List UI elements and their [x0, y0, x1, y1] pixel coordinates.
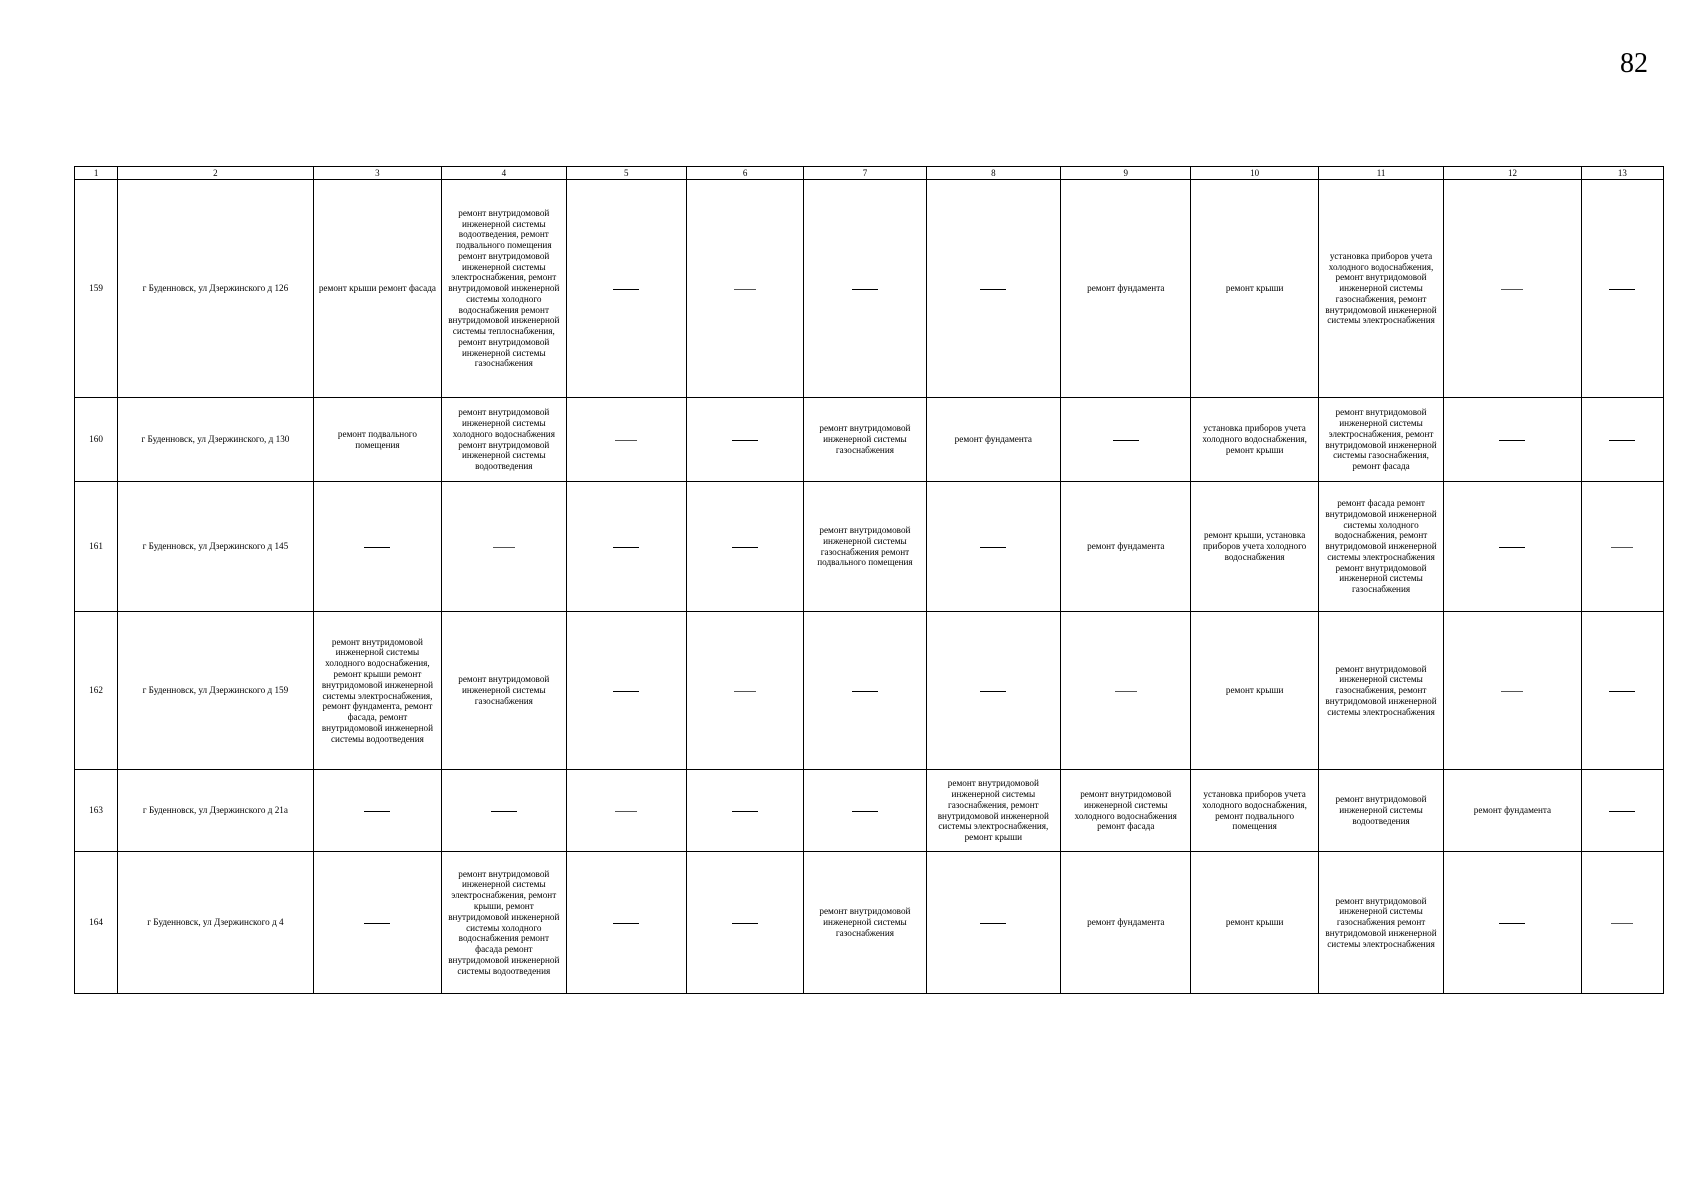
empty-cell-col-7	[804, 180, 926, 398]
dash-mark	[852, 811, 878, 812]
empty-cell-col-13	[1581, 482, 1663, 612]
empty-cell-col-13	[1581, 612, 1663, 770]
table-row	[75, 770, 1664, 852]
dash-mark	[1501, 691, 1523, 692]
empty-cell-col-13	[1581, 770, 1663, 852]
work-cell-col-10: ремонт крыши	[1191, 612, 1318, 770]
work-cell-col-11: ремонт внутридомовой инженерной системы газоснабжения ремонт внутридомовой инженерной системы электроснабжения	[1318, 852, 1443, 994]
address-cell: г Буденновск, ул Дзержинского д 21а	[118, 770, 314, 852]
dash-mark	[491, 811, 517, 812]
dash-mark	[980, 289, 1006, 290]
dash-mark	[734, 289, 756, 290]
table-row	[75, 482, 1664, 612]
row-number: 164	[75, 852, 118, 994]
empty-cell-col-5	[566, 612, 686, 770]
column-number-10: 10	[1191, 167, 1318, 180]
work-cell-col-11: ремонт фасада ремонт внутридомовой инженерной системы холодного водоснабжения, ремонт внутридомовой инженерной системы электроснабжения ремонт внутридомовой инженерной системы газоснабжения	[1318, 482, 1443, 612]
address-cell: г Буденновск, ул Дзержинского д 145	[118, 482, 314, 612]
address-cell: г Буденновск, ул Дзержинского, д 130	[118, 398, 314, 482]
work-cell-col-3: ремонт подвального помещения	[313, 398, 441, 482]
row-number: 162	[75, 612, 118, 770]
work-cell-col-10: ремонт крыши	[1191, 852, 1318, 994]
empty-cell-col-4	[442, 482, 566, 612]
table-row	[75, 398, 1664, 482]
dash-mark	[1499, 923, 1525, 924]
work-cell-col-11: установка приборов учета холодного водоснабжения, ремонт внутридомовой инженерной системы газоснабжения, ремонт внутридомовой инженерной системы электроснабжения	[1318, 180, 1443, 398]
work-cell-col-7: ремонт внутридомовой инженерной системы газоснабжения ремонт подвального помещения	[804, 482, 926, 612]
column-number-5: 5	[566, 167, 686, 180]
empty-cell-col-3	[313, 852, 441, 994]
work-cell-col-4: ремонт внутридомовой инженерной системы электроснабжения, ремонт крыши, ремонт внутридомовой инженерной системы холодного водоснабжения ремонт фасада ремонт внутридомовой инженерной системы водоотведения	[442, 852, 566, 994]
empty-cell-col-13	[1581, 180, 1663, 398]
row-number: 163	[75, 770, 118, 852]
work-cell-col-9: ремонт фундамента	[1061, 852, 1191, 994]
work-cell-col-7: ремонт внутридомовой инженерной системы газоснабжения	[804, 852, 926, 994]
work-cell-col-10: ремонт крыши, установка приборов учета холодного водоснабжения	[1191, 482, 1318, 612]
work-cell-col-9: ремонт фундамента	[1061, 482, 1191, 612]
dash-mark	[852, 289, 878, 290]
empty-cell-col-6	[686, 770, 803, 852]
empty-cell-col-8	[926, 852, 1060, 994]
dash-mark	[364, 923, 390, 924]
dash-mark	[613, 923, 639, 924]
work-cell-col-10: установка приборов учета холодного водоснабжения, ремонт подвального помещения	[1191, 770, 1318, 852]
column-number-4: 4	[442, 167, 566, 180]
empty-cell-col-5	[566, 482, 686, 612]
column-number-6: 6	[686, 167, 803, 180]
dash-mark	[613, 691, 639, 692]
dash-mark	[980, 691, 1006, 692]
column-number-3: 3	[313, 167, 441, 180]
dash-mark	[1611, 547, 1633, 548]
work-cell-col-4: ремонт внутридомовой инженерной системы водоотведения, ремонт подвального помещения ремонт внутридомовой инженерной системы электроснабжения, ремонт внутридомовой инженерной системы холодного водоснабжения ремонт внутридомовой инженерной системы теплоснабжения, ремонт внутридомовой инженерной системы газоснабжения	[442, 180, 566, 398]
work-cell-col-10: установка приборов учета холодного водоснабжения, ремонт крыши	[1191, 398, 1318, 482]
column-number-1: 1	[75, 167, 118, 180]
table-row	[75, 612, 1664, 770]
empty-cell-col-8	[926, 180, 1060, 398]
empty-cell-col-12	[1444, 180, 1581, 398]
repair-schedule-table	[74, 166, 1664, 994]
dash-mark	[1499, 440, 1525, 441]
work-cell-col-3: ремонт крыши ремонт фасада	[313, 180, 441, 398]
dash-mark	[364, 811, 390, 812]
table-row	[75, 852, 1664, 994]
column-number-12: 12	[1444, 167, 1581, 180]
empty-cell-col-9	[1061, 398, 1191, 482]
work-cell-col-4: ремонт внутридомовой инженерной системы газоснабжения	[442, 612, 566, 770]
empty-cell-col-4	[442, 770, 566, 852]
empty-cell-col-5	[566, 852, 686, 994]
empty-cell-col-5	[566, 770, 686, 852]
dash-mark	[1609, 811, 1635, 812]
dash-mark	[1113, 440, 1139, 441]
work-cell-col-9: ремонт внутридомовой инженерной системы холодного водоснабжения ремонт фасада	[1061, 770, 1191, 852]
address-cell: г Буденновск, ул Дзержинского д 159	[118, 612, 314, 770]
dash-mark	[732, 811, 758, 812]
dash-mark	[1609, 691, 1635, 692]
empty-cell-col-3	[313, 482, 441, 612]
address-cell: г Буденновск, ул Дзержинского д 4	[118, 852, 314, 994]
empty-cell-col-7	[804, 770, 926, 852]
dash-mark	[1499, 547, 1525, 548]
table-row	[75, 180, 1664, 398]
dash-mark	[613, 289, 639, 290]
dash-mark	[1609, 440, 1635, 441]
empty-cell-col-3	[313, 770, 441, 852]
work-cell-col-11: ремонт внутридомовой инженерной системы газоснабжения, ремонт внутридомовой инженерной системы электроснабжения	[1318, 612, 1443, 770]
dash-mark	[615, 811, 637, 812]
column-number-row	[75, 167, 1664, 180]
column-number-11: 11	[1318, 167, 1443, 180]
row-number: 160	[75, 398, 118, 482]
empty-cell-col-6	[686, 612, 803, 770]
dash-mark	[615, 440, 637, 441]
work-cell-col-11: ремонт внутридомовой инженерной системы электроснабжения, ремонт внутридомовой инженерной системы газоснабжения, ремонт фасада	[1318, 398, 1443, 482]
empty-cell-col-5	[566, 180, 686, 398]
dash-mark	[732, 440, 758, 441]
empty-cell-col-13	[1581, 398, 1663, 482]
work-cell-col-4: ремонт внутридомовой инженерной системы холодного водоснабжения ремонт внутридомовой инженерной системы водоотведения	[442, 398, 566, 482]
empty-cell-col-12	[1444, 398, 1581, 482]
empty-cell-col-6	[686, 482, 803, 612]
work-cell-col-8: ремонт внутридомовой инженерной системы газоснабжения, ремонт внутридомовой инженерной системы электроснабжения, ремонт крыши	[926, 770, 1060, 852]
table-body	[75, 180, 1664, 994]
dash-mark	[1115, 691, 1137, 692]
work-cell-col-8: ремонт фундамента	[926, 398, 1060, 482]
empty-cell-col-6	[686, 180, 803, 398]
address-cell: г Буденновск, ул Дзержинского д 126	[118, 180, 314, 398]
work-cell-col-7: ремонт внутридомовой инженерной системы газоснабжения	[804, 398, 926, 482]
dash-mark	[493, 547, 515, 548]
page-number: 82	[1620, 48, 1648, 79]
column-number-2: 2	[118, 167, 314, 180]
work-cell-col-10: ремонт крыши	[1191, 180, 1318, 398]
row-number: 159	[75, 180, 118, 398]
dash-mark	[732, 923, 758, 924]
column-number-9: 9	[1061, 167, 1191, 180]
column-number-8: 8	[926, 167, 1060, 180]
empty-cell-col-5	[566, 398, 686, 482]
dash-mark	[980, 923, 1006, 924]
dash-mark	[734, 691, 756, 692]
work-cell-col-12: ремонт фундамента	[1444, 770, 1581, 852]
dash-mark	[1611, 923, 1633, 924]
work-cell-col-11: ремонт внутридомовой инженерной системы водоотведения	[1318, 770, 1443, 852]
empty-cell-col-7	[804, 612, 926, 770]
empty-cell-col-6	[686, 398, 803, 482]
dash-mark	[364, 547, 390, 548]
column-number-13: 13	[1581, 167, 1663, 180]
work-cell-col-3: ремонт внутридомовой инженерной системы холодного водоснабжения, ремонт крыши ремонт внутридомовой инженерной системы электроснабжения, ремонт фундамента, ремонт фасада, ремонт внутридомовой инженерной системы водоотведения	[313, 612, 441, 770]
empty-cell-col-9	[1061, 612, 1191, 770]
empty-cell-col-12	[1444, 852, 1581, 994]
empty-cell-col-8	[926, 482, 1060, 612]
empty-cell-col-8	[926, 612, 1060, 770]
dash-mark	[980, 547, 1006, 548]
empty-cell-col-12	[1444, 482, 1581, 612]
dash-mark	[852, 691, 878, 692]
column-number-7: 7	[804, 167, 926, 180]
empty-cell-col-13	[1581, 852, 1663, 994]
row-number: 161	[75, 482, 118, 612]
dash-mark	[1609, 289, 1635, 290]
work-cell-col-9: ремонт фундамента	[1061, 180, 1191, 398]
empty-cell-col-6	[686, 852, 803, 994]
dash-mark	[1501, 289, 1523, 290]
dash-mark	[732, 547, 758, 548]
dash-mark	[613, 547, 639, 548]
empty-cell-col-12	[1444, 612, 1581, 770]
